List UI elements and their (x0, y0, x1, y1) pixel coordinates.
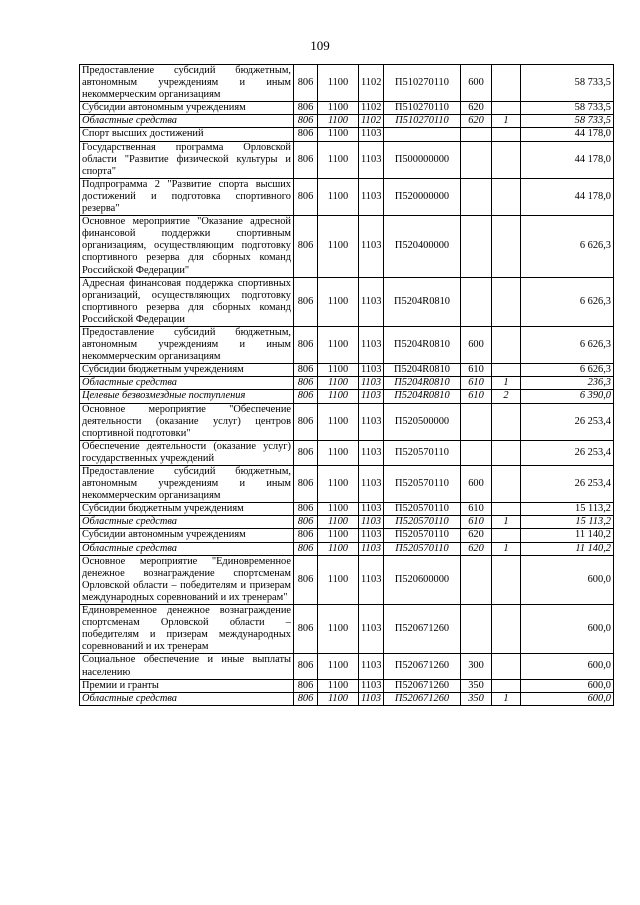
expense-type-code (461, 605, 492, 654)
expense-type-code: 620 (461, 542, 492, 555)
section-code: 1100 (318, 555, 359, 604)
expense-type-code: 600 (461, 326, 492, 363)
target-article-code: П520671260 (384, 654, 461, 679)
row-name: Единовременное денежное вознаграждение спортсменам Орловской области – победителям и призерам международных соревнований и их тренерам (80, 605, 294, 654)
expense-type-code (461, 403, 492, 440)
row-name: Обеспечение деятельности (оказание услуг) государственных учреждений (80, 440, 294, 465)
table-row (80, 440, 614, 465)
target-article-code: П520570110 (384, 503, 461, 516)
section-code: 1100 (318, 128, 359, 141)
grbs-code: 806 (294, 555, 318, 604)
amount: 6 626,3 (521, 326, 614, 363)
target-article-code: П520570110 (384, 440, 461, 465)
funding-source-code: 2 (492, 390, 521, 403)
amount: 600,0 (521, 555, 614, 604)
subsection-code: 1103 (359, 542, 384, 555)
amount: 26 253,4 (521, 440, 614, 465)
target-article-code: П5204R0810 (384, 364, 461, 377)
grbs-code: 806 (294, 326, 318, 363)
subsection-code: 1103 (359, 605, 384, 654)
section-code: 1100 (318, 654, 359, 679)
table-row (80, 141, 614, 178)
table-row (80, 390, 614, 403)
expense-type-code: 600 (461, 65, 492, 102)
row-name: Субсидии автономным учреждениям (80, 102, 294, 115)
amount: 600,0 (521, 679, 614, 692)
table-row (80, 466, 614, 503)
row-name: Основное мероприятие "Обеспечение деятельности (оказание услуг) центров спортивной подготовки" (80, 403, 294, 440)
amount: 26 253,4 (521, 466, 614, 503)
row-name: Социальное обеспечение и иные выплаты населению (80, 654, 294, 679)
grbs-code: 806 (294, 65, 318, 102)
section-code: 1100 (318, 679, 359, 692)
amount: 44 178,0 (521, 178, 614, 215)
grbs-code: 806 (294, 364, 318, 377)
target-article-code: П520570110 (384, 516, 461, 529)
amount: 6 626,3 (521, 277, 614, 326)
funding-source-code: 1 (492, 377, 521, 390)
target-article-code: П520671260 (384, 679, 461, 692)
funding-source-code (492, 216, 521, 277)
table-row (80, 403, 614, 440)
expense-type-code (461, 178, 492, 215)
row-name: Адресная финансовая поддержка спортивных организаций, осуществляющих подготовку спортивного резерва для сборных команд Российской Федерации (80, 277, 294, 326)
grbs-code: 806 (294, 216, 318, 277)
target-article-code: П520570110 (384, 466, 461, 503)
target-article-code: П510270110 (384, 65, 461, 102)
row-name: Областные средства (80, 692, 294, 705)
funding-source-code (492, 555, 521, 604)
section-code: 1100 (318, 529, 359, 542)
table-row (80, 65, 614, 102)
expense-type-code: 610 (461, 377, 492, 390)
section-code: 1100 (318, 440, 359, 465)
expense-type-code: 610 (461, 503, 492, 516)
table-row (80, 102, 614, 115)
table-row (80, 516, 614, 529)
target-article-code: П5204R0810 (384, 326, 461, 363)
expense-type-code: 610 (461, 390, 492, 403)
expense-type-code (461, 216, 492, 277)
section-code: 1100 (318, 377, 359, 390)
row-name: Областные средства (80, 542, 294, 555)
grbs-code: 806 (294, 390, 318, 403)
row-name: Предоставление субсидий бюджетным, автономным учреждениям и иным некоммерческим организациям (80, 466, 294, 503)
subsection-code: 1103 (359, 555, 384, 604)
budget-table (79, 64, 614, 706)
row-name: Субсидии бюджетным учреждениям (80, 364, 294, 377)
section-code: 1100 (318, 115, 359, 128)
expense-type-code: 350 (461, 692, 492, 705)
funding-source-code (492, 277, 521, 326)
grbs-code: 806 (294, 277, 318, 326)
expense-type-code: 620 (461, 102, 492, 115)
amount: 236,3 (521, 377, 614, 390)
grbs-code: 806 (294, 542, 318, 555)
amount: 11 140,2 (521, 529, 614, 542)
amount: 44 178,0 (521, 141, 614, 178)
table-row (80, 692, 614, 705)
subsection-code: 1102 (359, 115, 384, 128)
row-name: Областные средства (80, 516, 294, 529)
subsection-code: 1102 (359, 102, 384, 115)
table-row (80, 277, 614, 326)
funding-source-code (492, 440, 521, 465)
funding-source-code (492, 141, 521, 178)
amount: 6 390,0 (521, 390, 614, 403)
subsection-code: 1103 (359, 440, 384, 465)
row-name: Основное мероприятие "Оказание адресной финансовой поддержки спортивным организациям, осуществляющим подготовку спортивного резерва для сборных команд Российской Федерации" (80, 216, 294, 277)
section-code: 1100 (318, 178, 359, 215)
row-name: Предоставление субсидий бюджетным, автономным учреждениям и иным некоммерческим организациям (80, 65, 294, 102)
expense-type-code (461, 440, 492, 465)
funding-source-code: 1 (492, 542, 521, 555)
grbs-code: 806 (294, 516, 318, 529)
amount: 600,0 (521, 654, 614, 679)
table-row (80, 377, 614, 390)
section-code: 1100 (318, 516, 359, 529)
table-row (80, 605, 614, 654)
subsection-code: 1103 (359, 141, 384, 178)
funding-source-code (492, 466, 521, 503)
target-article-code (384, 128, 461, 141)
target-article-code: П520600000 (384, 555, 461, 604)
grbs-code: 806 (294, 102, 318, 115)
subsection-code: 1103 (359, 466, 384, 503)
grbs-code: 806 (294, 529, 318, 542)
funding-source-code (492, 364, 521, 377)
amount: 600,0 (521, 692, 614, 705)
table-row (80, 555, 614, 604)
section-code: 1100 (318, 277, 359, 326)
grbs-code: 806 (294, 440, 318, 465)
subsection-code: 1103 (359, 390, 384, 403)
expense-type-code: 620 (461, 529, 492, 542)
expense-type-code: 300 (461, 654, 492, 679)
subsection-code: 1103 (359, 654, 384, 679)
subsection-code: 1103 (359, 377, 384, 390)
grbs-code: 806 (294, 377, 318, 390)
grbs-code: 806 (294, 605, 318, 654)
funding-source-code (492, 326, 521, 363)
section-code: 1100 (318, 141, 359, 178)
table-body (80, 65, 614, 706)
table-row (80, 503, 614, 516)
grbs-code: 806 (294, 466, 318, 503)
amount: 15 113,2 (521, 516, 614, 529)
grbs-code: 806 (294, 403, 318, 440)
target-article-code: П520400000 (384, 216, 461, 277)
row-name: Целевые безвозмездные поступления (80, 390, 294, 403)
subsection-code: 1103 (359, 216, 384, 277)
funding-source-code: 1 (492, 516, 521, 529)
section-code: 1100 (318, 692, 359, 705)
amount: 26 253,4 (521, 403, 614, 440)
expense-type-code (461, 277, 492, 326)
section-code: 1100 (318, 364, 359, 377)
target-article-code: П520000000 (384, 178, 461, 215)
section-code: 1100 (318, 65, 359, 102)
expense-type-code (461, 128, 492, 141)
funding-source-code (492, 128, 521, 141)
target-article-code: П520570110 (384, 529, 461, 542)
subsection-code: 1103 (359, 692, 384, 705)
funding-source-code (492, 102, 521, 115)
funding-source-code (492, 679, 521, 692)
subsection-code: 1103 (359, 326, 384, 363)
section-code: 1100 (318, 216, 359, 277)
funding-source-code: 1 (492, 115, 521, 128)
section-code: 1100 (318, 326, 359, 363)
row-name: Основное мероприятие "Единовременное денежное вознаграждение спортсменам Орловской области – победителям и призерам международных соревнований и их тренерам" (80, 555, 294, 604)
subsection-code: 1103 (359, 503, 384, 516)
row-name: Государственная программа Орловской области "Развитие физической культуры и спорта" (80, 141, 294, 178)
amount: 58 733,5 (521, 115, 614, 128)
target-article-code: П520671260 (384, 605, 461, 654)
subsection-code: 1102 (359, 65, 384, 102)
expense-type-code: 610 (461, 364, 492, 377)
subsection-code: 1103 (359, 529, 384, 542)
grbs-code: 806 (294, 654, 318, 679)
table-row (80, 128, 614, 141)
row-name: Подпрограмма 2 "Развитие спорта высших достижений и подготовка спортивного резерва" (80, 178, 294, 215)
expense-type-code (461, 555, 492, 604)
amount: 44 178,0 (521, 128, 614, 141)
subsection-code: 1103 (359, 516, 384, 529)
subsection-code: 1103 (359, 403, 384, 440)
funding-source-code (492, 529, 521, 542)
section-code: 1100 (318, 542, 359, 555)
funding-source-code (492, 605, 521, 654)
row-name: Областные средства (80, 115, 294, 128)
grbs-code: 806 (294, 178, 318, 215)
grbs-code: 806 (294, 115, 318, 128)
grbs-code: 806 (294, 692, 318, 705)
row-name: Субсидии автономным учреждениям (80, 529, 294, 542)
table-row (80, 178, 614, 215)
grbs-code: 806 (294, 503, 318, 516)
funding-source-code (492, 65, 521, 102)
table-row (80, 529, 614, 542)
target-article-code: П500000000 (384, 141, 461, 178)
section-code: 1100 (318, 403, 359, 440)
target-article-code: П520671260 (384, 692, 461, 705)
target-article-code: П5204R0810 (384, 390, 461, 403)
row-name: Премии и гранты (80, 679, 294, 692)
expense-type-code: 600 (461, 466, 492, 503)
table-row (80, 326, 614, 363)
subsection-code: 1103 (359, 128, 384, 141)
amount: 600,0 (521, 605, 614, 654)
grbs-code: 806 (294, 679, 318, 692)
row-name: Предоставление субсидий бюджетным, автономным учреждениям и иным некоммерческим организациям (80, 326, 294, 363)
amount: 58 733,5 (521, 65, 614, 102)
expense-type-code: 610 (461, 516, 492, 529)
target-article-code: П510270110 (384, 102, 461, 115)
amount: 6 626,3 (521, 216, 614, 277)
funding-source-code (492, 403, 521, 440)
table-row (80, 654, 614, 679)
section-code: 1100 (318, 503, 359, 516)
section-code: 1100 (318, 605, 359, 654)
section-code: 1100 (318, 390, 359, 403)
expense-type-code: 350 (461, 679, 492, 692)
funding-source-code: 1 (492, 692, 521, 705)
target-article-code: П510270110 (384, 115, 461, 128)
amount: 15 113,2 (521, 503, 614, 516)
target-article-code: П520500000 (384, 403, 461, 440)
amount: 6 626,3 (521, 364, 614, 377)
grbs-code: 806 (294, 128, 318, 141)
table-row (80, 679, 614, 692)
subsection-code: 1103 (359, 679, 384, 692)
subsection-code: 1103 (359, 364, 384, 377)
subsection-code: 1103 (359, 277, 384, 326)
target-article-code: П520570110 (384, 542, 461, 555)
grbs-code: 806 (294, 141, 318, 178)
target-article-code: П5204R0810 (384, 277, 461, 326)
target-article-code: П5204R0810 (384, 377, 461, 390)
table-row (80, 364, 614, 377)
table-row (80, 216, 614, 277)
expense-type-code: 620 (461, 115, 492, 128)
funding-source-code (492, 178, 521, 215)
row-name: Спорт высших достижений (80, 128, 294, 141)
row-name: Субсидии бюджетным учреждениям (80, 503, 294, 516)
row-name: Областные средства (80, 377, 294, 390)
table-row (80, 542, 614, 555)
amount: 58 733,5 (521, 102, 614, 115)
funding-source-code (492, 503, 521, 516)
section-code: 1100 (318, 466, 359, 503)
expense-type-code (461, 141, 492, 178)
amount: 11 140,2 (521, 542, 614, 555)
page-number: 109 (310, 38, 330, 53)
funding-source-code (492, 654, 521, 679)
subsection-code: 1103 (359, 178, 384, 215)
table-row (80, 115, 614, 128)
section-code: 1100 (318, 102, 359, 115)
